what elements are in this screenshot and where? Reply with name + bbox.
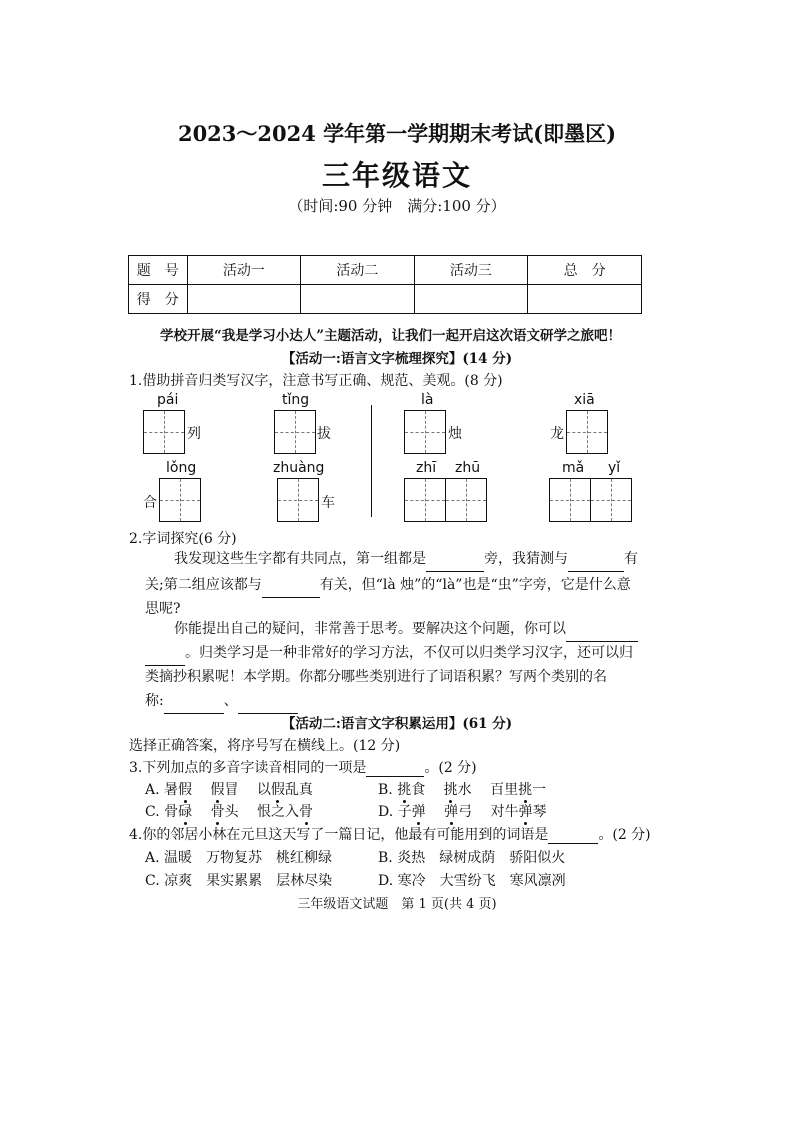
option-char: 冒 xyxy=(224,782,239,798)
q2-text-span: 我发现这些生字都有共同点，第一组都是 xyxy=(174,551,426,567)
activity2-heading: 【活动二:语言文字积累运用】(61 分) xyxy=(281,716,513,732)
writing-box[interactable] xyxy=(566,410,608,454)
q2-text-span: 旁，我猜测与 xyxy=(484,551,568,567)
option-char: 以 xyxy=(256,782,271,798)
dotted-char: 骨 xyxy=(210,804,225,820)
q2-line xyxy=(174,546,638,572)
given-char: 车 xyxy=(321,495,335,511)
dotted-char: 挑 xyxy=(397,782,412,798)
q4-option-b: B. 炎热 绿树成荫 骄阳似火 xyxy=(378,850,566,866)
dotted-char: 挑 xyxy=(518,782,533,798)
option-char: 弓 xyxy=(458,804,473,820)
q2-text-span: 。归类学习是一种非常好的学习方法，不仅可以归类学习汉字，还可以归 xyxy=(185,645,633,661)
option-char: 恨之入 xyxy=(257,804,300,820)
option-char: 水 xyxy=(457,782,472,798)
dotted-char: 挑 xyxy=(443,782,458,798)
answer-blank[interactable] xyxy=(568,557,624,572)
dotted-char: 弹 xyxy=(518,804,533,820)
answer-blank[interactable] xyxy=(426,557,484,572)
pinyin-label: mǎ xyxy=(562,460,585,476)
q2-text: 2.字词探究(6 分) xyxy=(129,531,237,547)
activity1-heading: 【活动一:语言文字梳理探究】(14 分) xyxy=(281,351,513,367)
dotted-char: 骨 xyxy=(299,804,314,820)
table-header-cell: 活动二 xyxy=(301,256,415,285)
column-divider xyxy=(371,405,372,517)
exam-title: 2023～2024 学年第一学期期末考试(即墨区) xyxy=(177,121,617,146)
table-header-cell: 题 号 xyxy=(129,256,188,285)
q2-text-span: 有关，但“là 烛”的“là”也是“虫”字旁，它是什么意 xyxy=(319,577,631,593)
q2-text-span: 、 xyxy=(223,693,238,709)
dotted-char: 碌 xyxy=(178,804,193,820)
q1-text: 1.借助拼音归类写汉字，注意书写正确、规范、美观。(8 分) xyxy=(129,373,503,389)
given-char: 龙 xyxy=(550,426,564,442)
option-a xyxy=(145,779,313,799)
q2-line xyxy=(145,688,298,714)
pinyin-label: zhuàng xyxy=(273,460,325,476)
pinyin-label: pái xyxy=(157,392,179,408)
writing-box[interactable] xyxy=(274,410,316,454)
table-header-cell: 活动一 xyxy=(187,256,301,285)
pinyin-label: xiā xyxy=(574,392,595,408)
option-char: 百里 xyxy=(490,782,519,798)
dotted-char: 假 xyxy=(178,782,193,798)
given-char: 列 xyxy=(187,426,201,442)
q2-line xyxy=(174,616,638,642)
writing-box[interactable] xyxy=(445,478,487,522)
writing-box[interactable] xyxy=(404,478,446,522)
writing-box[interactable] xyxy=(404,410,446,454)
option-char: 琴 xyxy=(532,804,547,820)
pinyin-label: là xyxy=(421,392,434,408)
q2-line xyxy=(145,640,633,666)
q4-text-span: 。(2 分) xyxy=(598,827,651,843)
option-b xyxy=(378,779,546,799)
option-label: B. xyxy=(378,782,393,798)
subject-title: 三年级语文 xyxy=(321,159,472,192)
q4-text xyxy=(129,824,651,844)
option-label: D. xyxy=(378,804,394,820)
pinyin-label: lǒng xyxy=(166,460,197,476)
pinyin-label: tǐng xyxy=(282,392,310,408)
answer-blank[interactable] xyxy=(548,829,598,844)
option-char: 骨 xyxy=(164,804,179,820)
answer-blank[interactable] xyxy=(366,762,424,777)
score-table xyxy=(128,255,642,314)
option-c xyxy=(145,801,313,821)
q3-text-span: 3.下列加点的多音字读音相同的一项是 xyxy=(129,760,367,776)
writing-box[interactable] xyxy=(277,478,319,522)
pinyin-label: zhū xyxy=(455,460,481,476)
exam-info: （时间:90 分钟 满分:100 分） xyxy=(288,197,506,215)
option-char: 乱真 xyxy=(284,782,313,798)
q2-line: 思呢? xyxy=(145,601,181,617)
q2-line xyxy=(145,572,631,598)
score-cell[interactable] xyxy=(414,285,528,314)
q3-text-span: 。(2 分) xyxy=(424,760,477,776)
pinyin-label: zhī xyxy=(416,460,437,476)
writing-box[interactable] xyxy=(143,410,185,454)
option-label: A. xyxy=(145,782,160,798)
writing-box[interactable] xyxy=(549,478,591,522)
option-d xyxy=(378,801,547,821)
given-char: 拔 xyxy=(317,426,331,442)
given-char: 合 xyxy=(143,495,157,511)
q4-option-d: D. 寒冷 大雪纷飞 寒风凛冽 xyxy=(378,873,566,889)
writing-box[interactable] xyxy=(590,478,632,522)
q3-text xyxy=(129,757,477,777)
dotted-char: 假 xyxy=(270,782,285,798)
answer-blank[interactable] xyxy=(262,583,320,598)
score-cell[interactable] xyxy=(187,285,301,314)
table-header-cell: 活动三 xyxy=(414,256,528,285)
instruction-text: 选择正确答案，将序号写在横线上。(12 分) xyxy=(129,738,401,754)
q4-text-span: 4.你的邻居小林在元旦这天写了一篇日记，他最有可能用到的词语是 xyxy=(129,827,549,843)
score-cell[interactable] xyxy=(301,285,415,314)
option-char: 对牛 xyxy=(490,804,519,820)
option-char: 子 xyxy=(397,804,412,820)
q2-text-span: 关;第二组应该都与 xyxy=(145,577,262,593)
q4-option-a: A. 温暖 万物复苏 桃红柳绿 xyxy=(145,850,333,866)
writing-box[interactable] xyxy=(159,478,201,522)
dotted-char: 假 xyxy=(210,782,225,798)
page-footer: 三年级语文试题 第 1 页(共 4 页) xyxy=(297,897,497,912)
option-char: 一 xyxy=(532,782,547,798)
option-label: C. xyxy=(145,804,160,820)
dotted-char: 弹 xyxy=(411,804,426,820)
option-char: 暑 xyxy=(164,782,179,798)
q4-option-c: C. 凉爽 果实累累 层林尽染 xyxy=(145,873,333,889)
given-char: 烛 xyxy=(448,426,462,442)
q2-text-span: 你能提出自己的疑问，非常善于思考。要解决这个问题，你可以 xyxy=(174,621,566,637)
pinyin-label: yǐ xyxy=(608,460,621,476)
option-char: 食 xyxy=(411,782,426,798)
option-char: 头 xyxy=(224,804,239,820)
score-cell[interactable] xyxy=(528,285,642,314)
q2-text-span: 称: xyxy=(145,693,164,709)
table-row-label: 得 分 xyxy=(129,285,188,314)
dotted-char: 弹 xyxy=(444,804,459,820)
q2-line: 类摘抄积累呢！本学期。你都分哪些类别进行了词语积累？写两个类别的名 xyxy=(145,669,607,685)
intro-text: 学校开展“我是学习小达人”主题活动，让我们一起开启这次语文研学之旅吧！ xyxy=(160,328,622,344)
table-header-cell: 总 分 xyxy=(528,256,642,285)
q2-text-span: 有 xyxy=(624,551,638,567)
